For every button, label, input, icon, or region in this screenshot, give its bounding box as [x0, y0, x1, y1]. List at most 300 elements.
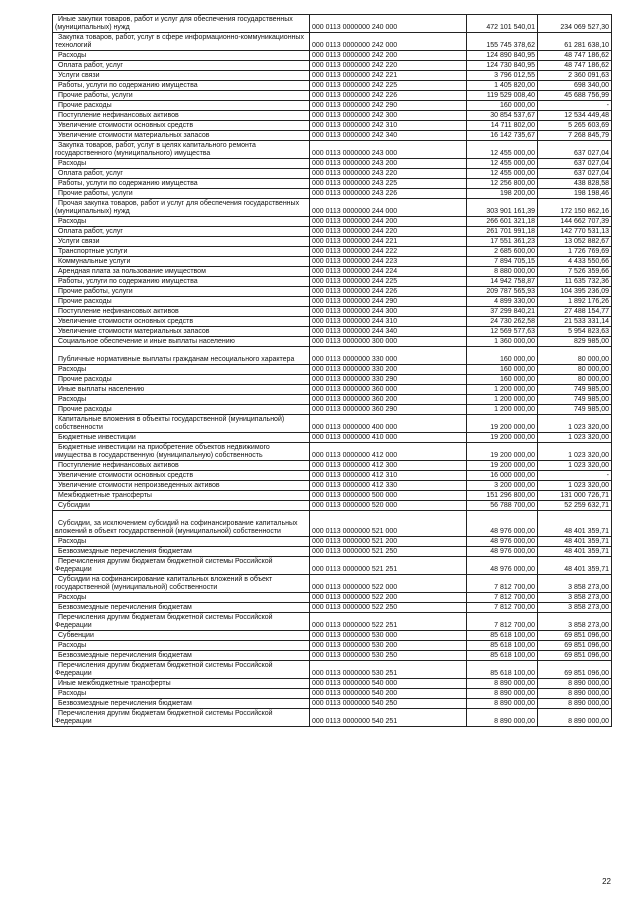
- row-plan-cell: 151 296 800,00: [467, 491, 538, 501]
- row-name-cell: Межбюджетные трансферты: [53, 491, 310, 501]
- row-plan-cell: 7 812 700,00: [467, 575, 538, 593]
- row-plan-cell: 266 601 321,18: [467, 217, 538, 227]
- row-name-cell: Субсидии, за исключением субсидий на софинансирование капитальных вложений в объект государственной (муниципальной) собственности: [53, 511, 310, 537]
- row-fact-cell: 131 000 726,71: [538, 491, 612, 501]
- row-code-cell: 000 0113 0000000 540 251: [310, 709, 467, 727]
- row-plan-cell: 8 890 000,00: [467, 689, 538, 699]
- row-fact-cell: 2 360 091,63: [538, 71, 612, 81]
- row-fact-cell: 48 401 359,71: [538, 511, 612, 537]
- row-code-cell: 000 0113 0000000 520 000: [310, 501, 467, 511]
- table-row: [53, 15, 612, 33]
- row-fact-cell: 13 052 882,67: [538, 237, 612, 247]
- row-plan-cell: 19 200 000,00: [467, 433, 538, 443]
- row-name-cell: Прочие расходы: [53, 375, 310, 385]
- table-row: [53, 443, 612, 461]
- table-row: [53, 613, 612, 631]
- row-plan-cell: 7 812 700,00: [467, 603, 538, 613]
- row-fact-cell: 80 000,00: [538, 347, 612, 365]
- row-code-cell: 000 0113 0000000 530 200: [310, 641, 467, 651]
- row-name-cell: Иные межбюджетные трансферты: [53, 679, 310, 689]
- row-fact-cell: 144 662 707,39: [538, 217, 612, 227]
- table-row: [53, 491, 612, 501]
- row-plan-cell: 1 200 000,00: [467, 385, 538, 395]
- row-code-cell: 000 0113 0000000 360 290: [310, 405, 467, 415]
- row-name-cell: Оплата работ, услуг: [53, 61, 310, 71]
- row-plan-cell: 119 529 008,40: [467, 91, 538, 101]
- row-fact-cell: 80 000,00: [538, 375, 612, 385]
- row-code-cell: 000 0113 0000000 400 000: [310, 415, 467, 433]
- row-fact-cell: 8 890 000,00: [538, 699, 612, 709]
- row-name-cell: Бюджетные инвестиции: [53, 433, 310, 443]
- table-row: [53, 433, 612, 443]
- row-fact-cell: 1 023 320,00: [538, 415, 612, 433]
- table-row: [53, 375, 612, 385]
- table-row: [53, 141, 612, 159]
- table-row: [53, 461, 612, 471]
- row-fact-cell: 438 828,58: [538, 179, 612, 189]
- row-code-cell: 000 0113 0000000 240 000: [310, 15, 467, 33]
- row-code-cell: 000 0113 0000000 242 340: [310, 131, 467, 141]
- row-fact-cell: 637 027,04: [538, 159, 612, 169]
- row-fact-cell: 1 023 320,00: [538, 443, 612, 461]
- table-row: [53, 631, 612, 641]
- row-name-cell: Перечисления другим бюджетам бюджетной системы Российской Федерации: [53, 661, 310, 679]
- row-code-cell: 000 0113 0000000 242 221: [310, 71, 467, 81]
- row-plan-cell: 7 812 700,00: [467, 613, 538, 631]
- table-row: [53, 415, 612, 433]
- table-row: [53, 395, 612, 405]
- row-code-cell: 000 0113 0000000 242 225: [310, 81, 467, 91]
- budget-table: [52, 14, 612, 727]
- row-fact-cell: 7 526 359,66: [538, 267, 612, 277]
- row-code-cell: 000 0113 0000000 242 290: [310, 101, 467, 111]
- row-fact-cell: 8 890 000,00: [538, 709, 612, 727]
- table-row: [53, 61, 612, 71]
- row-code-cell: 000 0113 0000000 521 200: [310, 537, 467, 547]
- row-name-cell: Расходы: [53, 689, 310, 699]
- row-fact-cell: 637 027,04: [538, 141, 612, 159]
- table-row: [53, 593, 612, 603]
- row-code-cell: 000 0113 0000000 521 250: [310, 547, 467, 557]
- table-row: [53, 327, 612, 337]
- row-code-cell: 000 0113 0000000 360 200: [310, 395, 467, 405]
- row-name-cell: Расходы: [53, 537, 310, 547]
- row-code-cell: 000 0113 0000000 540 250: [310, 699, 467, 709]
- row-code-cell: 000 0113 0000000 530 250: [310, 651, 467, 661]
- row-name-cell: Безвозмездные перечисления бюджетам: [53, 651, 310, 661]
- row-name-cell: Расходы: [53, 217, 310, 227]
- row-name-cell: Закупка товаров, работ, услуг в сфере информационно-коммуникационных технологий: [53, 33, 310, 51]
- row-code-cell: 000 0113 0000000 360 000: [310, 385, 467, 395]
- row-fact-cell: 8 890 000,00: [538, 689, 612, 699]
- row-fact-cell: 142 770 531,13: [538, 227, 612, 237]
- table-row: [53, 557, 612, 575]
- row-name-cell: Публичные нормативные выплаты гражданам несоциального характера: [53, 347, 310, 365]
- row-name-cell: Перечисления другим бюджетам бюджетной системы Российской Федерации: [53, 613, 310, 631]
- row-plan-cell: 37 299 840,21: [467, 307, 538, 317]
- row-plan-cell: 261 701 991,18: [467, 227, 538, 237]
- row-name-cell: Капитальные вложения в объекты государственной (муниципальной) собственности: [53, 415, 310, 433]
- row-fact-cell: 5 265 603,69: [538, 121, 612, 131]
- row-code-cell: 000 0113 0000000 521 000: [310, 511, 467, 537]
- row-name-cell: Субсидии на софинансирование капитальных вложений в объект государственной (муниципальной) собственности: [53, 575, 310, 593]
- row-fact-cell: 12 534 449,48: [538, 111, 612, 121]
- table-row: [53, 365, 612, 375]
- table-row: [53, 385, 612, 395]
- table-row: [53, 91, 612, 101]
- row-code-cell: 000 0113 0000000 540 200: [310, 689, 467, 699]
- row-plan-cell: 12 455 000,00: [467, 169, 538, 179]
- row-code-cell: 000 0113 0000000 530 251: [310, 661, 467, 679]
- row-fact-cell: 1 023 320,00: [538, 461, 612, 471]
- row-name-cell: Закупка товаров, работ, услуг в целях капитального ремонта государственного (муниципального) имущества: [53, 141, 310, 159]
- row-code-cell: 000 0113 0000000 410 000: [310, 433, 467, 443]
- row-fact-cell: 698 340,00: [538, 81, 612, 91]
- row-plan-cell: 85 618 100,00: [467, 631, 538, 641]
- row-name-cell: Расходы: [53, 641, 310, 651]
- row-fact-cell: 48 401 359,71: [538, 537, 612, 547]
- row-plan-cell: 17 551 361,23: [467, 237, 538, 247]
- row-fact-cell: -: [538, 471, 612, 481]
- row-name-cell: Увеличение стоимости основных средств: [53, 317, 310, 327]
- row-code-cell: 000 0113 0000000 300 000: [310, 337, 467, 347]
- table-row: [53, 405, 612, 415]
- row-fact-cell: 637 027,04: [538, 169, 612, 179]
- row-plan-cell: 14 711 802,00: [467, 121, 538, 131]
- row-name-cell: Поступление нефинансовых активов: [53, 307, 310, 317]
- row-plan-cell: 30 854 537,67: [467, 111, 538, 121]
- table-row: [53, 511, 612, 537]
- row-plan-cell: 1 200 000,00: [467, 395, 538, 405]
- row-fact-cell: 5 954 823,63: [538, 327, 612, 337]
- row-name-cell: Перечисления другим бюджетам бюджетной системы Российской Федерации: [53, 557, 310, 575]
- row-plan-cell: 48 976 000,00: [467, 511, 538, 537]
- row-fact-cell: 1 023 320,00: [538, 433, 612, 443]
- table-row: [53, 111, 612, 121]
- row-name-cell: Оплата работ, услуг: [53, 227, 310, 237]
- row-plan-cell: 85 618 100,00: [467, 651, 538, 661]
- row-code-cell: 000 0113 0000000 244 222: [310, 247, 467, 257]
- row-plan-cell: 124 730 840,95: [467, 61, 538, 71]
- row-name-cell: Увеличение стоимости основных средств: [53, 471, 310, 481]
- row-plan-cell: 19 200 000,00: [467, 415, 538, 433]
- row-name-cell: Безвозмездные перечисления бюджетам: [53, 603, 310, 613]
- table-row: [53, 575, 612, 593]
- row-fact-cell: 45 688 756,99: [538, 91, 612, 101]
- row-plan-cell: 8 880 000,00: [467, 267, 538, 277]
- row-plan-cell: 12 256 800,00: [467, 179, 538, 189]
- row-plan-cell: 3 200 000,00: [467, 481, 538, 491]
- row-name-cell: Расходы: [53, 159, 310, 169]
- table-row: [53, 651, 612, 661]
- row-code-cell: 000 0113 0000000 242 200: [310, 51, 467, 61]
- table-row: [53, 501, 612, 511]
- row-plan-cell: 12 569 577,63: [467, 327, 538, 337]
- row-plan-cell: 85 618 100,00: [467, 661, 538, 679]
- row-name-cell: Безвозмездные перечисления бюджетам: [53, 547, 310, 557]
- row-code-cell: 000 0113 0000000 412 310: [310, 471, 467, 481]
- row-name-cell: Субвенции: [53, 631, 310, 641]
- row-name-cell: Арендная плата за пользование имуществом: [53, 267, 310, 277]
- row-plan-cell: 160 000,00: [467, 347, 538, 365]
- table-row: [53, 287, 612, 297]
- row-code-cell: 000 0113 0000000 244 221: [310, 237, 467, 247]
- row-code-cell: 000 0113 0000000 244 223: [310, 257, 467, 267]
- table-row: [53, 307, 612, 317]
- row-name-cell: Работы, услуги по содержанию имущества: [53, 81, 310, 91]
- row-plan-cell: 124 890 840,95: [467, 51, 538, 61]
- row-fact-cell: 198 198,46: [538, 189, 612, 199]
- row-code-cell: 000 0113 0000000 244 310: [310, 317, 467, 327]
- row-name-cell: Услуги связи: [53, 71, 310, 81]
- table-row: [53, 661, 612, 679]
- row-name-cell: Услуги связи: [53, 237, 310, 247]
- row-fact-cell: 8 890 000,00: [538, 679, 612, 689]
- table-row: [53, 277, 612, 287]
- row-code-cell: 000 0113 0000000 522 250: [310, 603, 467, 613]
- row-name-cell: Работы, услуги по содержанию имущества: [53, 277, 310, 287]
- row-fact-cell: 3 858 273,00: [538, 575, 612, 593]
- table-row: [53, 689, 612, 699]
- row-code-cell: 000 0113 0000000 244 226: [310, 287, 467, 297]
- row-code-cell: 000 0113 0000000 521 251: [310, 557, 467, 575]
- row-plan-cell: 48 976 000,00: [467, 557, 538, 575]
- page-number: 22: [602, 877, 611, 886]
- row-name-cell: Прочие работы, услуги: [53, 91, 310, 101]
- row-code-cell: 000 0113 0000000 330 290: [310, 375, 467, 385]
- row-name-cell: Поступление нефинансовых активов: [53, 461, 310, 471]
- table-row: [53, 131, 612, 141]
- row-plan-cell: 1 405 820,00: [467, 81, 538, 91]
- row-plan-cell: 24 730 262,58: [467, 317, 538, 327]
- row-code-cell: 000 0113 0000000 412 300: [310, 461, 467, 471]
- row-fact-cell: 61 281 638,10: [538, 33, 612, 51]
- table-row: [53, 699, 612, 709]
- row-code-cell: 000 0113 0000000 244 225: [310, 277, 467, 287]
- row-code-cell: 000 0113 0000000 243 226: [310, 189, 467, 199]
- row-fact-cell: 4 433 550,66: [538, 257, 612, 267]
- row-code-cell: 000 0113 0000000 244 220: [310, 227, 467, 237]
- row-plan-cell: 8 890 000,00: [467, 709, 538, 727]
- row-plan-cell: 12 455 000,00: [467, 159, 538, 169]
- row-fact-cell: 21 533 331,14: [538, 317, 612, 327]
- table-row: [53, 247, 612, 257]
- row-name-cell: Прочая закупка товаров, работ и услуг для обеспечения государственных (муниципальных) нужд: [53, 199, 310, 217]
- row-fact-cell: 80 000,00: [538, 365, 612, 375]
- row-fact-cell: 3 858 273,00: [538, 613, 612, 631]
- row-code-cell: 000 0113 0000000 242 310: [310, 121, 467, 131]
- table-row: [53, 121, 612, 131]
- row-plan-cell: 4 899 330,00: [467, 297, 538, 307]
- row-name-cell: Бюджетные инвестиции на приобретение объектов недвижимого имущества в государственную (муниципальную) собственность: [53, 443, 310, 461]
- row-name-cell: Перечисления другим бюджетам бюджетной системы Российской Федерации: [53, 709, 310, 727]
- row-plan-cell: 1 200 000,00: [467, 405, 538, 415]
- row-plan-cell: 19 200 000,00: [467, 461, 538, 471]
- table-row: [53, 267, 612, 277]
- table-row: [53, 471, 612, 481]
- row-plan-cell: 16 000 000,00: [467, 471, 538, 481]
- row-plan-cell: 1 360 000,00: [467, 337, 538, 347]
- row-plan-cell: 85 618 100,00: [467, 641, 538, 651]
- row-fact-cell: 48 401 359,71: [538, 547, 612, 557]
- table-row: [53, 603, 612, 613]
- row-code-cell: 000 0113 0000000 242 220: [310, 61, 467, 71]
- row-plan-cell: 160 000,00: [467, 375, 538, 385]
- row-code-cell: 000 0113 0000000 244 000: [310, 199, 467, 217]
- table-row: [53, 227, 612, 237]
- row-fact-cell: 48 747 186,62: [538, 51, 612, 61]
- row-code-cell: 000 0113 0000000 243 000: [310, 141, 467, 159]
- row-plan-cell: 2 685 600,00: [467, 247, 538, 257]
- row-code-cell: 000 0113 0000000 243 200: [310, 159, 467, 169]
- row-plan-cell: 155 745 378,62: [467, 33, 538, 51]
- row-code-cell: 000 0113 0000000 244 200: [310, 217, 467, 227]
- table-row: [53, 101, 612, 111]
- row-fact-cell: 69 851 096,00: [538, 641, 612, 651]
- row-plan-cell: 48 976 000,00: [467, 537, 538, 547]
- row-code-cell: 000 0113 0000000 330 000: [310, 347, 467, 365]
- table-row: [53, 237, 612, 247]
- row-plan-cell: 12 455 000,00: [467, 141, 538, 159]
- row-code-cell: 000 0113 0000000 530 000: [310, 631, 467, 641]
- row-code-cell: 000 0113 0000000 242 226: [310, 91, 467, 101]
- row-plan-cell: 472 101 540,01: [467, 15, 538, 33]
- table-row: [53, 537, 612, 547]
- row-fact-cell: 7 268 845,79: [538, 131, 612, 141]
- table-row: [53, 347, 612, 365]
- row-fact-cell: 69 851 096,00: [538, 651, 612, 661]
- row-fact-cell: 1 726 769,69: [538, 247, 612, 257]
- row-name-cell: Работы, услуги по содержанию имущества: [53, 179, 310, 189]
- row-plan-cell: 8 890 000,00: [467, 699, 538, 709]
- row-fact-cell: 27 488 154,77: [538, 307, 612, 317]
- row-name-cell: Коммунальные услуги: [53, 257, 310, 267]
- row-plan-cell: 160 000,00: [467, 101, 538, 111]
- row-name-cell: Прочие расходы: [53, 297, 310, 307]
- table-row: [53, 679, 612, 689]
- row-name-cell: Расходы: [53, 593, 310, 603]
- table-row: [53, 81, 612, 91]
- row-name-cell: Социальное обеспечение и иные выплаты населению: [53, 337, 310, 347]
- row-name-cell: Прочие расходы: [53, 405, 310, 415]
- row-code-cell: 000 0113 0000000 330 200: [310, 365, 467, 375]
- row-plan-cell: 8 890 000,00: [467, 679, 538, 689]
- row-name-cell: Безвозмездные перечисления бюджетам: [53, 699, 310, 709]
- table-row: [53, 159, 612, 169]
- table-row: [53, 297, 612, 307]
- row-fact-cell: 749 985,00: [538, 395, 612, 405]
- row-fact-cell: 11 635 732,36: [538, 277, 612, 287]
- table-row: [53, 51, 612, 61]
- row-name-cell: Прочие работы, услуги: [53, 189, 310, 199]
- row-fact-cell: 52 259 632,71: [538, 501, 612, 511]
- row-code-cell: 000 0113 0000000 522 200: [310, 593, 467, 603]
- row-code-cell: 000 0113 0000000 244 290: [310, 297, 467, 307]
- row-code-cell: 000 0113 0000000 244 300: [310, 307, 467, 317]
- row-plan-cell: 198 200,00: [467, 189, 538, 199]
- row-plan-cell: 19 200 000,00: [467, 443, 538, 461]
- row-plan-cell: 7 812 700,00: [467, 593, 538, 603]
- table-row: [53, 199, 612, 217]
- row-name-cell: Прочие расходы: [53, 101, 310, 111]
- row-plan-cell: 7 894 705,15: [467, 257, 538, 267]
- row-code-cell: 000 0113 0000000 244 224: [310, 267, 467, 277]
- row-fact-cell: 1 023 320,00: [538, 481, 612, 491]
- row-code-cell: 000 0113 0000000 242 000: [310, 33, 467, 51]
- row-fact-cell: 749 985,00: [538, 385, 612, 395]
- row-fact-cell: 104 395 236,09: [538, 287, 612, 297]
- row-fact-cell: 172 150 862,16: [538, 199, 612, 217]
- table-row: [53, 71, 612, 81]
- table-row: [53, 337, 612, 347]
- row-fact-cell: 749 985,00: [538, 405, 612, 415]
- row-name-cell: Увеличение стоимости материальных запасов: [53, 327, 310, 337]
- row-name-cell: Расходы: [53, 365, 310, 375]
- table-row: [53, 317, 612, 327]
- row-plan-cell: 16 142 735,67: [467, 131, 538, 141]
- row-plan-cell: 14 942 758,87: [467, 277, 538, 287]
- table-row: [53, 481, 612, 491]
- row-code-cell: 000 0113 0000000 522 000: [310, 575, 467, 593]
- row-code-cell: 000 0113 0000000 412 330: [310, 481, 467, 491]
- table-row: [53, 257, 612, 267]
- row-code-cell: 000 0113 0000000 540 000: [310, 679, 467, 689]
- row-code-cell: 000 0113 0000000 244 340: [310, 327, 467, 337]
- table-row: [53, 179, 612, 189]
- budget-table-body: [53, 15, 612, 727]
- row-name-cell: Увеличение стоимости основных средств: [53, 121, 310, 131]
- row-fact-cell: 3 858 273,00: [538, 603, 612, 613]
- row-code-cell: 000 0113 0000000 500 000: [310, 491, 467, 501]
- table-row: [53, 709, 612, 727]
- row-name-cell: Иные закупки товаров, работ и услуг для обеспечения государственных (муниципальных) нужд: [53, 15, 310, 33]
- row-fact-cell: 69 851 096,00: [538, 631, 612, 641]
- row-fact-cell: 1 892 176,26: [538, 297, 612, 307]
- row-name-cell: Иные выплаты населению: [53, 385, 310, 395]
- table-row: [53, 33, 612, 51]
- row-plan-cell: 209 787 565,93: [467, 287, 538, 297]
- row-code-cell: 000 0113 0000000 522 251: [310, 613, 467, 631]
- row-code-cell: 000 0113 0000000 243 220: [310, 169, 467, 179]
- table-row: [53, 547, 612, 557]
- row-plan-cell: 56 788 700,00: [467, 501, 538, 511]
- row-name-cell: Оплата работ, услуг: [53, 169, 310, 179]
- table-row: [53, 169, 612, 179]
- row-plan-cell: 303 901 161,39: [467, 199, 538, 217]
- row-name-cell: Увеличение стоимости материальных запасов: [53, 131, 310, 141]
- row-name-cell: Расходы: [53, 395, 310, 405]
- row-name-cell: Транспортные услуги: [53, 247, 310, 257]
- row-fact-cell: 69 851 096,00: [538, 661, 612, 679]
- row-name-cell: Увеличение стоимости непроизведенных активов: [53, 481, 310, 491]
- row-plan-cell: 160 000,00: [467, 365, 538, 375]
- table-row: [53, 641, 612, 651]
- row-fact-cell: 48 747 186,62: [538, 61, 612, 71]
- row-fact-cell: 234 069 527,30: [538, 15, 612, 33]
- row-plan-cell: 3 796 012,55: [467, 71, 538, 81]
- row-name-cell: Прочие работы, услуги: [53, 287, 310, 297]
- row-code-cell: 000 0113 0000000 412 000: [310, 443, 467, 461]
- row-name-cell: Расходы: [53, 51, 310, 61]
- row-fact-cell: 829 985,00: [538, 337, 612, 347]
- row-fact-cell: -: [538, 101, 612, 111]
- table-row: [53, 217, 612, 227]
- row-name-cell: Поступление нефинансовых активов: [53, 111, 310, 121]
- row-code-cell: 000 0113 0000000 242 300: [310, 111, 467, 121]
- row-name-cell: Субсидии: [53, 501, 310, 511]
- row-plan-cell: 48 976 000,00: [467, 547, 538, 557]
- row-fact-cell: 48 401 359,71: [538, 557, 612, 575]
